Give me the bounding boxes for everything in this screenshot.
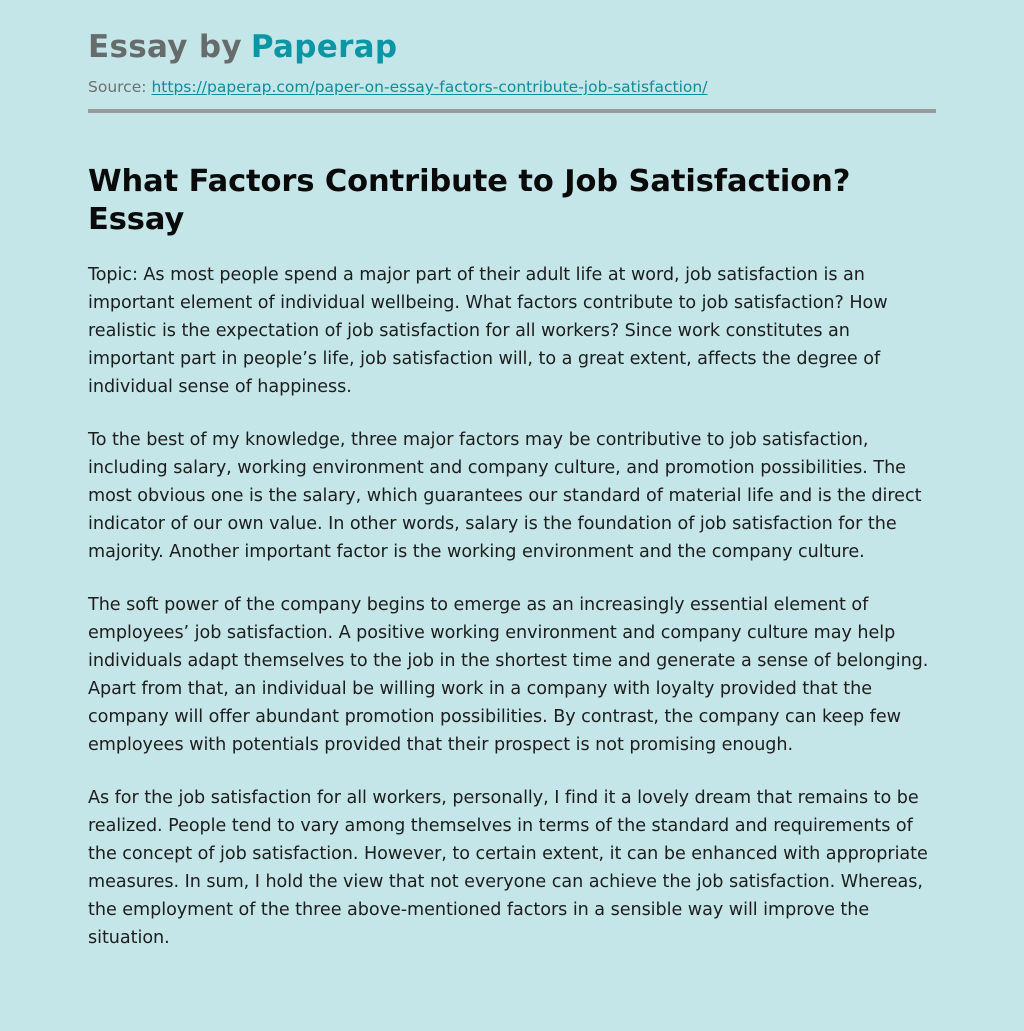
article-paragraph: To the best of my knowledge, three major factors may be contributive to job satisfaction, including salary, working environment and company culture, and promotion possibilities. The most obvious one is the salary, which guarantees our standard of material life and is the direct indicator of our own value. In other words, salary is the foundation of job satisfaction for the majority. Another important factor is the working environment and the company culture. <box>88 430 922 562</box>
source-line <box>88 77 936 97</box>
article-paragraph: As for the job satisfaction for all workers, personally, I find it a lovely dream that remains to be realized. People tend to vary among themselves in terms of the standard and requirements of the concept of job satisfaction. However, to certain extent, it can be enhanced with appropriate measures. In sum, I hold the view that not everyone can achieve the job satisfaction. Whereas, the employment of the three above-mentioned factors in a sensible way will improve the situation. <box>88 788 928 948</box>
brand-prefix-label: Essay by <box>88 29 242 65</box>
brand-header <box>88 28 936 66</box>
article-title: What Factors Contribute to Job Satisfaction? Essay <box>88 164 851 237</box>
source-label: Source: <box>88 78 147 96</box>
article-paragraph: Topic: As most people spend a major part of their adult life at word, job satisfaction is an important element of individual wellbeing. What factors contribute to job satisfaction? How realistic is the expectation of job satisfaction for all workers? Since work constitutes an important part in people’s life, job satisfaction will, to a great extent, affects the degree of individual sense of happiness. <box>88 265 888 397</box>
article <box>88 163 936 952</box>
article-paragraph: The soft power of the company begins to emerge as an increasingly essential element of employees’ job satisfaction. A positive working environment and company culture may help individuals adapt themselves to the job in the shortest time and generate a sense of belonging. Apart from that, an individual be willing work in a company with loyalty provided that the company will offer abundant promotion possibilities. By contrast, the company can keep few employees with potentials provided that their prospect is not promising enough. <box>88 595 929 755</box>
masthead <box>88 0 936 113</box>
source-url-link[interactable]: https://paperap.com/paper-on-essay-factors-contribute-job-satisfaction/ <box>151 78 708 96</box>
article-body <box>88 261 936 952</box>
masthead-divider <box>88 109 936 113</box>
brand-name-label: Paperap <box>250 29 398 65</box>
